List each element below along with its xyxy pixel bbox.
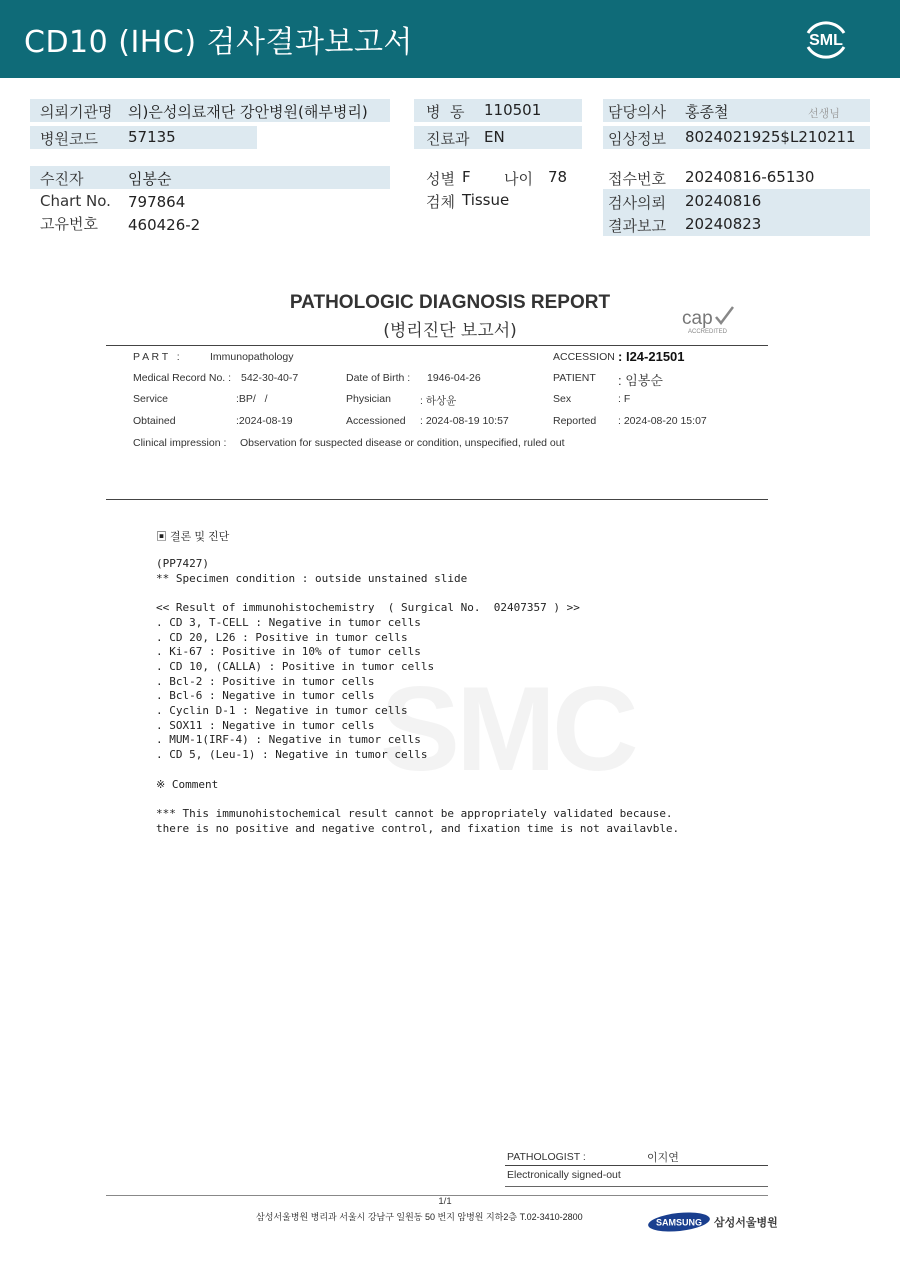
diagnosis-line: . Ki-67 : Positive in 10% of tumor cells <box>156 645 421 659</box>
id-value: 460426-2 <box>128 216 201 234</box>
doctor-label: 담당의사 <box>608 103 666 121</box>
obtained-label: Obtained <box>133 415 176 427</box>
cap-accredited-logo-icon <box>680 303 744 335</box>
report-patient-value: : 임봉순 <box>618 373 663 388</box>
samsung-logo-icon <box>647 1212 711 1232</box>
hospital-code-label: 병원코드 <box>40 130 98 148</box>
part-label: P A R T : <box>133 351 180 363</box>
sml-logo-icon <box>800 13 852 65</box>
result-label: 결과보고 <box>608 217 666 235</box>
clinical-label: 임상정보 <box>608 130 666 148</box>
diagnosis-line: . Cyclin D-1 : Negative in tumor cells <box>156 704 408 717</box>
ward-label: 병 동 <box>426 103 465 121</box>
accession-label: ACCESSION <box>553 351 615 363</box>
diagnosis-line: . CD 20, L26 : Positive in tumor cells <box>156 630 408 644</box>
reported-value: : 2024-08-20 15:07 <box>618 415 707 427</box>
accessioned-label: Accessioned <box>346 415 406 427</box>
smc-watermark <box>380 660 635 798</box>
report-patient-label: PATIENT <box>553 372 596 384</box>
dept-label: 진료과 <box>426 130 470 148</box>
hospital-label: 의뢰기관명 <box>40 103 113 121</box>
sml-logo-text: SML <box>809 32 843 49</box>
accessioned-date: 2024-08-19 10:57 <box>425 415 509 427</box>
service-label: Service <box>133 393 169 405</box>
physician-label: Physician <box>346 393 391 405</box>
mrn-label: Medical Record No. : <box>133 372 232 384</box>
diagnosis-line: . CD 10, (CALLA) : Positive in tumor cells <box>156 659 435 673</box>
report-sex-value: : F <box>618 393 631 405</box>
report-sex-label: Sex <box>553 393 572 405</box>
clinical-impression-value: Observation for suspected disease or condition, unspecified, ruled out <box>240 437 565 449</box>
diagnosis-line: *** This immunohistochemical result cannot be appropriately validated because. <box>156 806 673 820</box>
diagnosis-line: . CD 5, (Leu-1) : Negative in tumor cells <box>156 748 428 762</box>
signature-rule <box>505 1165 768 1166</box>
report-patient-name: 임봉순 <box>625 373 663 388</box>
diagnosis-line: ※ Comment <box>156 777 219 791</box>
chart-value: 797864 <box>128 193 186 211</box>
service-value: :BP/ / <box>236 393 268 405</box>
result-value: 20240823 <box>685 215 762 233</box>
receipt-label: 접수번호 <box>608 170 666 188</box>
samsung-logo-text: SAMSUNG <box>655 1217 703 1228</box>
hospital-logo-text: 삼성서울병원 <box>714 1217 778 1229</box>
footer-address: 삼성서울병원 병리과 서울시 강남구 일원동 50 번지 암병원 지하2층 T.02-3410-2800 <box>256 1212 583 1222</box>
accession-number: I24-21501 <box>625 349 685 364</box>
obtained-date: 2024-08-19 <box>238 415 293 427</box>
diagnosis-line: << Result of immunohistochemistry ( Surgical No. 02407357 ) >> <box>156 601 580 615</box>
dob-value: 1946-04-26 <box>427 372 481 384</box>
reported-label: Reported <box>553 415 597 427</box>
specimen-label: 검체 <box>426 193 455 211</box>
patient-row-bg <box>30 166 390 189</box>
clinical-impression-label: Clinical impression : <box>133 437 227 449</box>
pathologist-label: PATHOLOGIST : <box>507 1151 586 1163</box>
page-number: 1/1 <box>438 1196 452 1207</box>
cap-logo-subtext: ACCREDITED <box>688 329 728 335</box>
hospital-code-value: 57135 <box>128 128 176 146</box>
page-title: CD10 (IHC) 검사결과보고서 <box>24 25 413 60</box>
pathologist-value: 이지연 <box>647 1152 679 1164</box>
signature-bottom-rule <box>505 1186 768 1187</box>
report-sex-text: F <box>623 393 631 405</box>
report-subtitle: (병리진단 보고서) <box>383 321 517 341</box>
diagnosis-line: (PP7427) <box>156 557 209 570</box>
diagnosis-line: . CD 3, T-CELL : Negative in tumor cells <box>156 615 421 629</box>
diagnosis-line: ** Specimen condition : outside unstained slide <box>156 571 468 585</box>
sex-label: 성별 <box>426 170 455 188</box>
patient-label: 수진자 <box>40 170 84 188</box>
diagnosis-line: . Bcl-6 : Negative in tumor cells <box>156 689 375 703</box>
accession-value: : I24-21501 <box>618 349 685 364</box>
dob-label: Date of Birth : <box>346 372 411 384</box>
doctor-suffix: 선생님 <box>808 107 840 120</box>
reported-date: 2024-08-20 15:07 <box>623 415 707 427</box>
clinical-value: 8024021925$L210211 <box>685 128 856 146</box>
request-label: 검사의뢰 <box>608 194 666 212</box>
doctor-value: 홍종철 <box>685 103 729 121</box>
signed-status: Electronically signed-out <box>507 1169 621 1181</box>
accessioned-value: : 2024-08-19 10:57 <box>420 415 509 427</box>
cap-logo-text: cap <box>682 308 713 329</box>
age-value: 78 <box>548 168 568 186</box>
sex-value: F <box>462 168 471 186</box>
diagnosis-section-title: ▣ 결론 및 진단 <box>156 531 230 543</box>
dept-value: EN <box>484 128 505 146</box>
hospital-value: 의)은성의료재단 강안병원(해부병리) <box>128 103 368 121</box>
chart-label: Chart No. <box>40 192 111 210</box>
diagnosis-line: . Bcl-2 : Positive in tumor cells <box>156 674 375 688</box>
age-label: 나이 <box>504 170 533 188</box>
report-title: PATHOLOGIC DIAGNOSIS REPORT <box>289 292 611 313</box>
physician-name: 하상윤 <box>425 395 457 407</box>
ward-value: 110501 <box>484 101 542 119</box>
diagnosis-line: . MUM-1(IRF-4) : Negative in tumor cells <box>156 733 421 747</box>
report-top-rule <box>106 345 768 346</box>
service-text: BP/ / <box>238 393 268 405</box>
patient-value: 임봉순 <box>128 170 172 188</box>
diagnosis-line: . SOX11 : Negative in tumor cells <box>156 718 375 732</box>
physician-value: : 하상윤 <box>420 395 457 407</box>
request-value: 20240816 <box>685 192 762 210</box>
specimen-value: Tissue <box>462 191 510 209</box>
diagnosis-line: there is no positive and negative control, and fixation time is not availavble. <box>156 821 680 835</box>
obtained-value: :2024-08-19 <box>236 415 293 427</box>
mrn-value: 542-30-40-7 <box>241 372 299 384</box>
part-value: Immunopathology <box>210 351 294 363</box>
report-body-rule <box>106 499 768 500</box>
id-label: 고유번호 <box>40 215 98 233</box>
receipt-value: 20240816-65130 <box>685 168 815 186</box>
